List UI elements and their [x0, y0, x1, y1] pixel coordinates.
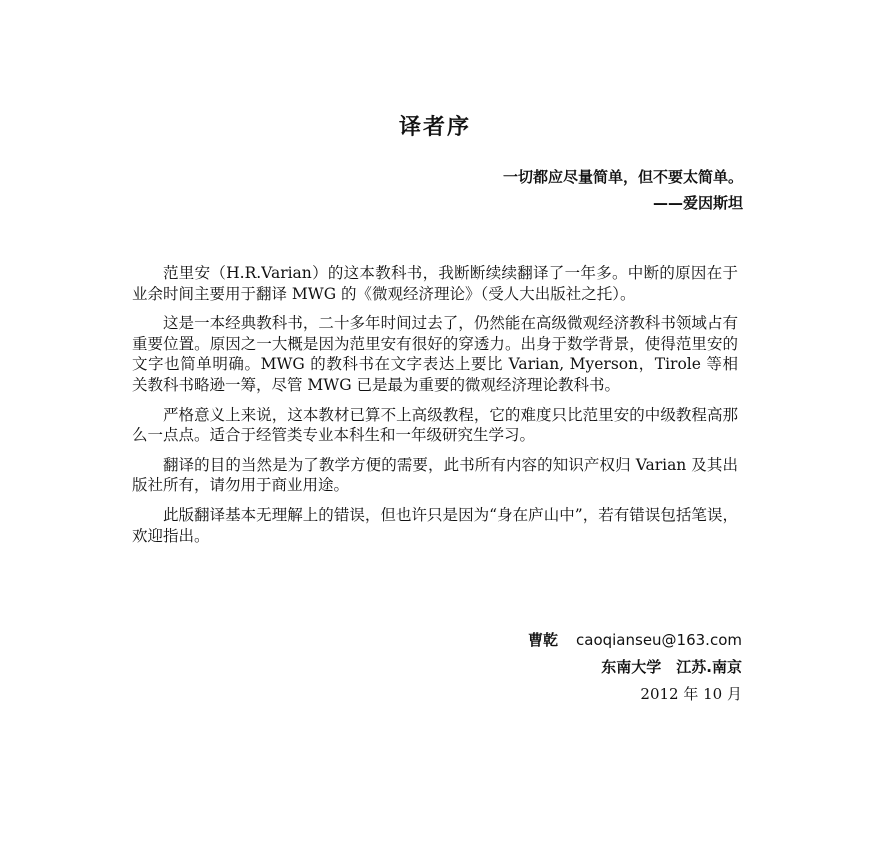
translator-email: caoqianseu@163.com — [576, 631, 742, 649]
signature-line — [528, 629, 742, 650]
paragraph-2: 这是一本经典教科书，二十多年时间过去了，仍然能在高级微观经济教科书领域占有重要位置。原因之一大概是因为范里安有很好的穿透力。出身于数学背景，使得范里安的文字也简单明确。MWG 的教科书在文字表达上要比 Varian, Myerson，Tirole 等相关教科书略逊一筹，尽管 MWG 已是最为重要的微观经济理论教科书。 — [132, 314, 738, 394]
translator-affiliation: 东南大学 江苏.南京 — [601, 658, 742, 676]
paragraph-4: 翻译的目的当然是为了教学方便的需要，此书所有内容的知识产权归 Varian 及其出版社所有，请勿用于商业用途。 — [132, 455, 738, 495]
page-title: 译者序 — [398, 115, 471, 140]
paragraph-3: 严格意义上来说，这本教材已算不上高级教程，它的难度只比范里安的中级教程高那么一点点。适合于经管类专业本科生和一年级研究生学习。 — [132, 405, 738, 445]
signature-date: 2012 年 10 月 — [640, 685, 742, 703]
preface-body — [132, 263, 738, 555]
paragraph-1: 范里安（H.R.Varian）的这本教科书，我断断续续翻译了一年多。中断的原因在于业余时间主要用于翻译 MWG 的《微观经济理论》（受人大出版社之托）。 — [132, 264, 738, 303]
paragraph-5: 此版翻译基本无理解上的错误，但也许只是因为“身在庐山中”，若有错误包括笔误，欢迎指出。 — [132, 505, 738, 545]
epigraph-quote: 一切都应尽量简单，但不要太简单。 — [502, 168, 743, 186]
epigraph-author: ——爱因斯坦 — [652, 194, 743, 212]
translator-name: 曹乾 — [527, 631, 558, 649]
